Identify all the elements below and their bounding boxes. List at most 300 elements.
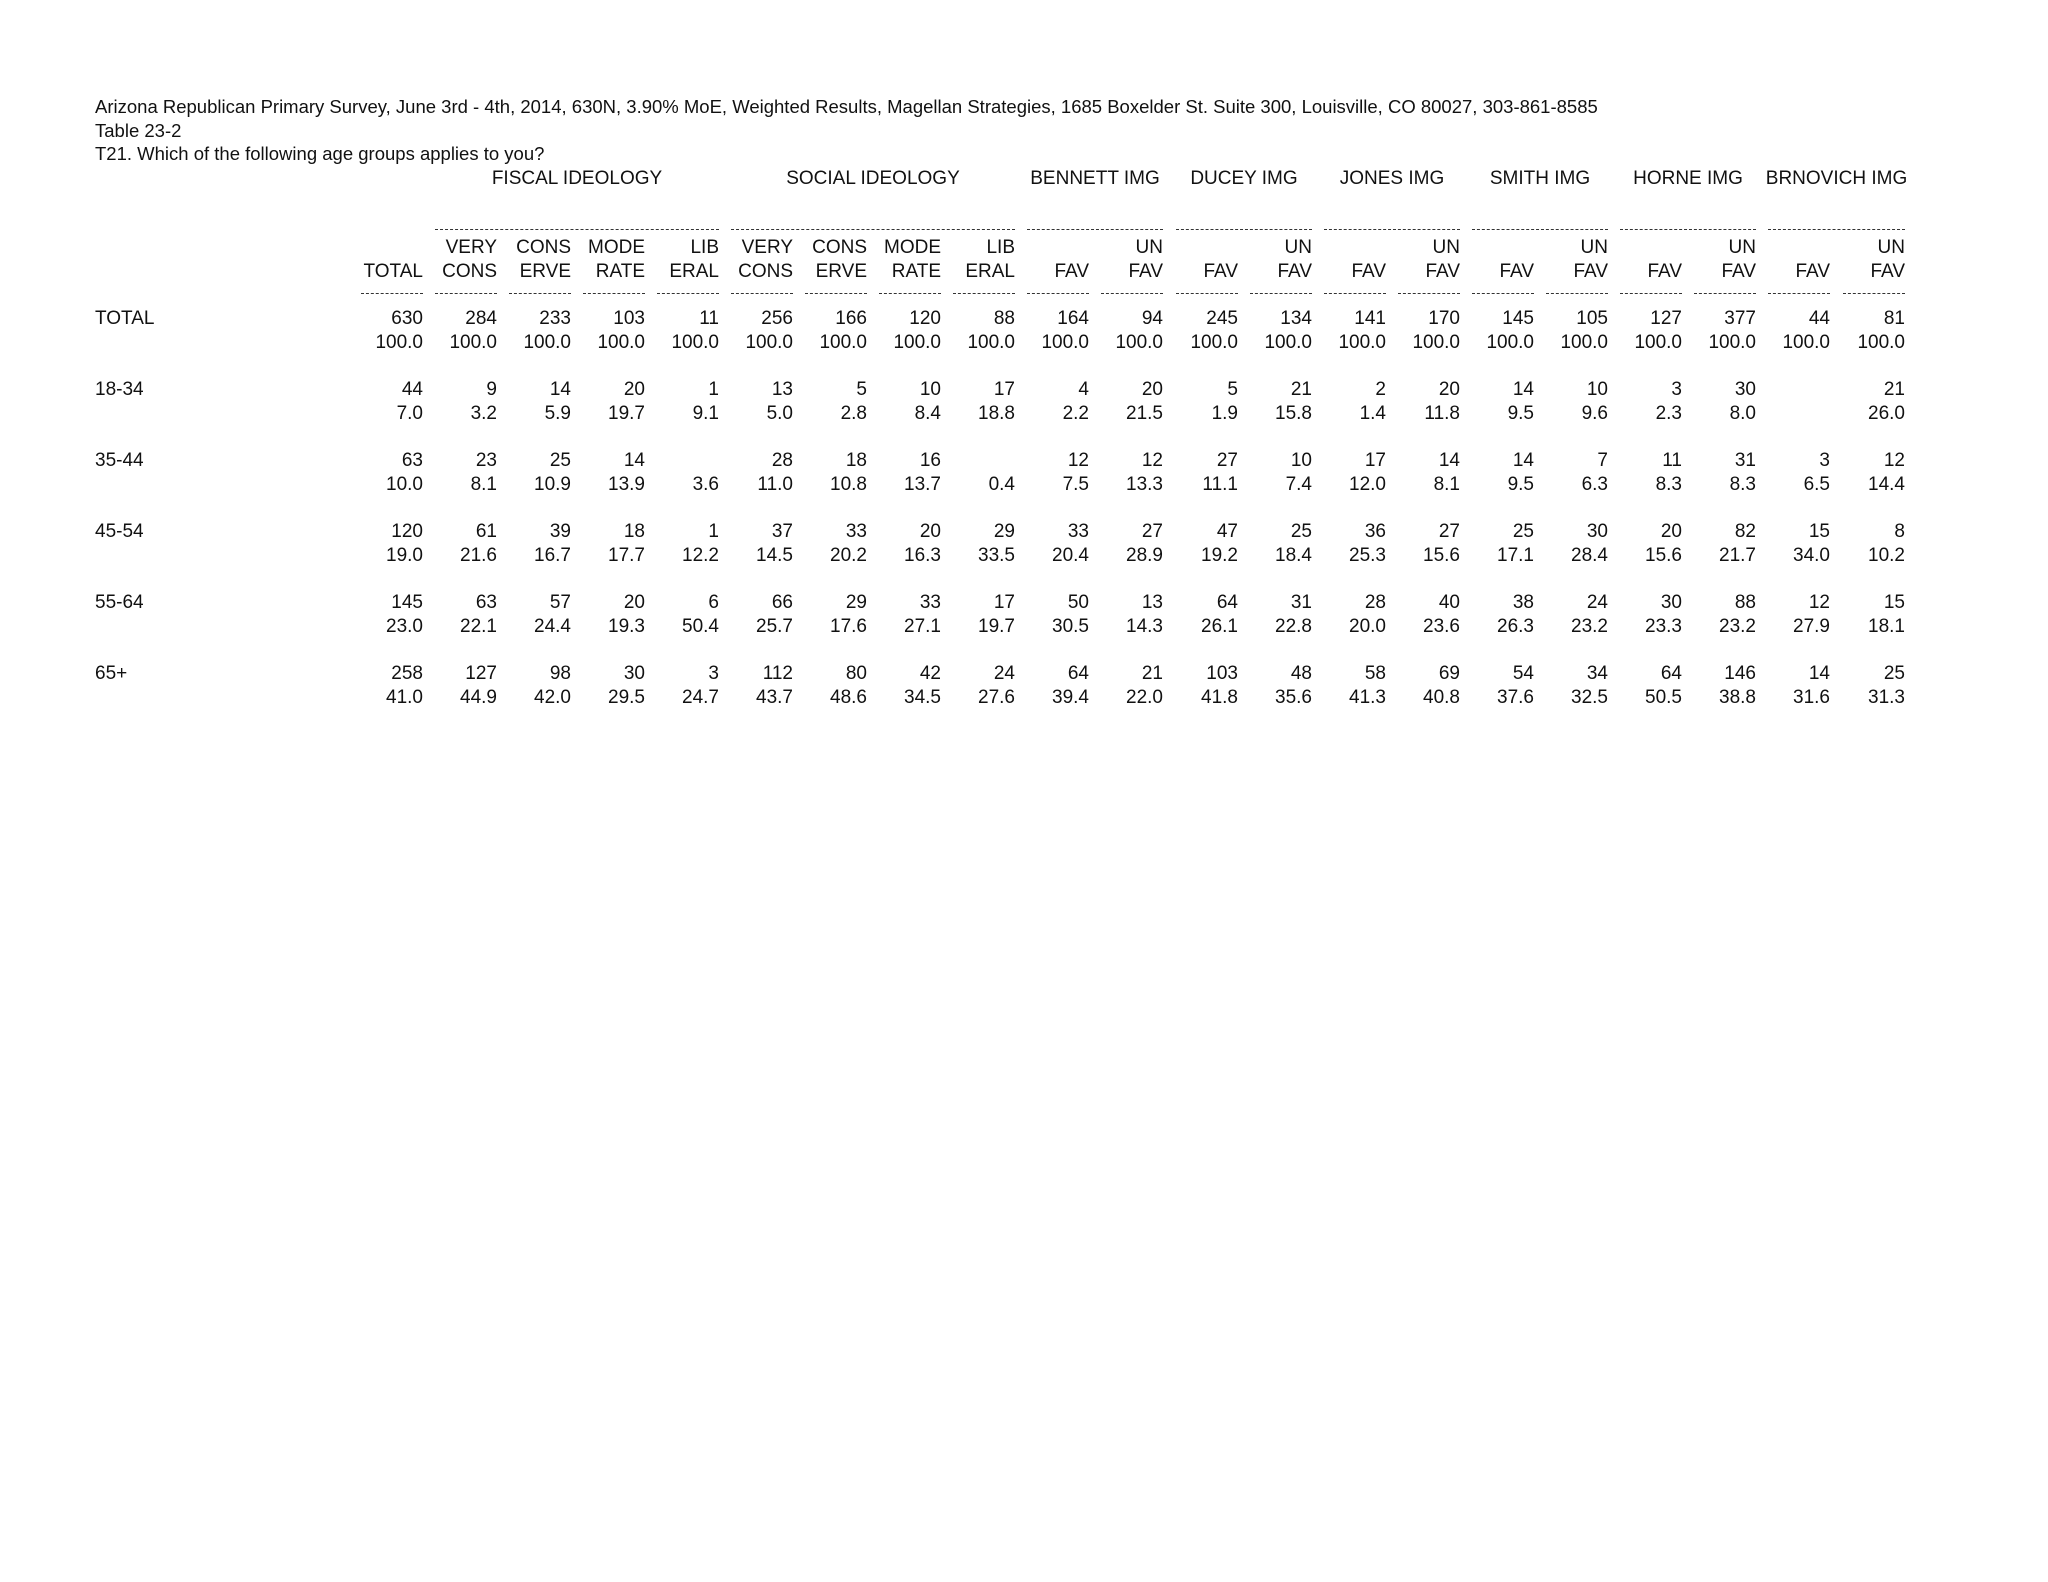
percent-cell: 26.0	[1868, 403, 1905, 424]
percent-cell: 9.5	[1507, 474, 1534, 495]
count-cell: 44	[401, 379, 423, 400]
column-underline	[361, 293, 423, 294]
count-cell: 112	[762, 663, 793, 684]
row-label: 18-34	[95, 379, 144, 400]
count-cell: 29	[993, 521, 1015, 542]
column-header-top: UN	[1580, 237, 1608, 258]
count-cell: 12	[1141, 450, 1163, 471]
group-underline	[731, 229, 1015, 230]
column-underline	[1250, 293, 1312, 294]
column-header-bottom: RATE	[891, 261, 941, 282]
count-cell: 2	[1375, 379, 1386, 400]
count-cell: 50	[1067, 592, 1089, 613]
column-header-bottom: FAV	[1647, 261, 1682, 282]
percent-cell: 10.0	[386, 474, 423, 495]
percent-cell: 17.6	[830, 616, 867, 637]
column-underline	[1398, 293, 1460, 294]
percent-cell: 100.0	[1190, 332, 1238, 353]
percent-cell: 14.5	[756, 545, 793, 566]
count-cell: 6	[708, 592, 719, 613]
column-underline	[1176, 293, 1238, 294]
percent-cell: 1.9	[1211, 403, 1238, 424]
count-cell: 14	[1512, 379, 1534, 400]
percent-cell: 7.0	[396, 403, 423, 424]
count-cell: 256	[761, 308, 793, 329]
percent-cell: 9.6	[1581, 403, 1608, 424]
column-header-bottom: FAV	[1054, 261, 1089, 282]
count-cell: 61	[475, 521, 497, 542]
percent-cell: 100.0	[1115, 332, 1163, 353]
survey-title: Arizona Republican Primary Survey, June 3rd - 4th, 2014, 630N, 3.90% MoE, Weighted Results, Magellan Strategies, 1685 Boxelder St. Suite 300, Louisville, CO 80027, 303-861-8585	[95, 96, 1598, 117]
count-cell: 120	[391, 521, 423, 542]
count-cell: 69	[1438, 663, 1460, 684]
count-cell: 64	[1660, 663, 1682, 684]
count-cell: 48	[1290, 663, 1312, 684]
percent-cell: 37.6	[1497, 687, 1534, 708]
percent-cell: 24.4	[534, 616, 571, 637]
count-cell: 166	[835, 308, 867, 329]
count-cell: 37	[771, 521, 793, 542]
percent-cell: 9.5	[1507, 403, 1534, 424]
row-label: 65+	[95, 663, 128, 684]
percent-cell: 8.3	[1655, 474, 1682, 495]
percent-cell: 13.7	[904, 474, 941, 495]
count-cell: 33	[1067, 521, 1089, 542]
count-cell: 23	[475, 450, 497, 471]
percent-cell: 3.6	[692, 474, 719, 495]
count-cell: 20	[623, 379, 645, 400]
count-cell: 54	[1512, 663, 1534, 684]
percent-cell: 100.0	[1041, 332, 1089, 353]
group-underline	[1472, 229, 1608, 230]
count-cell: 18	[623, 521, 645, 542]
percent-cell: 8.1	[1433, 474, 1460, 495]
percent-cell: 9.1	[692, 403, 719, 424]
count-cell: 30	[1660, 592, 1682, 613]
column-header-top: LIB	[986, 237, 1015, 258]
percent-cell: 50.5	[1645, 687, 1682, 708]
column-underline	[583, 293, 645, 294]
group-header: FISCAL IDEOLOGY	[491, 168, 663, 189]
count-cell: 5	[1227, 379, 1238, 400]
column-header-top: VERY	[741, 237, 793, 258]
row-label: 55-64	[95, 592, 144, 613]
percent-cell: 34.5	[904, 687, 941, 708]
percent-cell: 19.3	[608, 616, 645, 637]
percent-cell: 12.0	[1349, 474, 1386, 495]
percent-cell: 10.9	[534, 474, 571, 495]
count-cell: 14	[549, 379, 571, 400]
percent-cell: 100.0	[671, 332, 719, 353]
count-cell: 1	[708, 521, 719, 542]
count-cell: 15	[1883, 592, 1905, 613]
percent-cell: 15.8	[1275, 403, 1312, 424]
group-underline	[1620, 229, 1756, 230]
count-cell: 13	[1141, 592, 1163, 613]
column-header-bottom: FAV	[1795, 261, 1830, 282]
group-header: JONES IMG	[1339, 168, 1445, 189]
count-cell: 28	[1364, 592, 1386, 613]
count-cell: 80	[845, 663, 867, 684]
count-cell: 39	[549, 521, 571, 542]
count-cell: 31	[1290, 592, 1312, 613]
count-cell: 20	[1660, 521, 1682, 542]
percent-cell: 18.4	[1275, 545, 1312, 566]
count-cell: 145	[391, 592, 423, 613]
column-header-bottom: TOTAL	[363, 261, 423, 282]
count-cell: 12	[1883, 450, 1905, 471]
column-underline	[1324, 293, 1386, 294]
group-header: SOCIAL IDEOLOGY	[786, 168, 960, 189]
count-cell: 7	[1597, 450, 1608, 471]
percent-cell: 100.0	[819, 332, 867, 353]
count-cell: 44	[1808, 308, 1830, 329]
percent-cell: 11.0	[757, 474, 793, 495]
count-cell: 3	[1819, 450, 1830, 471]
column-header-bottom: CONS	[738, 261, 793, 282]
percent-cell: 19.7	[608, 403, 645, 424]
count-cell: 10	[919, 379, 941, 400]
count-cell: 10	[1290, 450, 1312, 471]
group-header: BRNOVICH IMG	[1765, 168, 1908, 189]
percent-cell: 21.6	[460, 545, 497, 566]
count-cell: 40	[1438, 592, 1460, 613]
percent-cell: 23.6	[1423, 616, 1460, 637]
percent-cell: 17.1	[1497, 545, 1534, 566]
count-cell: 36	[1364, 521, 1386, 542]
count-cell: 66	[771, 592, 793, 613]
percent-cell: 43.7	[756, 687, 793, 708]
column-underline	[805, 293, 867, 294]
column-underline	[435, 293, 497, 294]
percent-cell: 5.0	[766, 403, 793, 424]
percent-cell: 7.4	[1285, 474, 1312, 495]
count-cell: 15	[1808, 521, 1830, 542]
percent-cell: 100.0	[523, 332, 571, 353]
column-underline	[1101, 293, 1163, 294]
count-cell: 5	[856, 379, 867, 400]
percent-cell: 5.9	[544, 403, 571, 424]
count-cell: 28	[771, 450, 793, 471]
percent-cell: 16.7	[534, 545, 571, 566]
group-underline	[1176, 229, 1312, 230]
column-header-bottom: FAV	[1573, 261, 1608, 282]
column-header-top: LIB	[690, 237, 719, 258]
count-cell: 3	[708, 663, 719, 684]
column-header-bottom: RATE	[595, 261, 645, 282]
percent-cell: 100.0	[1782, 332, 1830, 353]
column-header-bottom: FAV	[1721, 261, 1756, 282]
count-cell: 233	[539, 308, 571, 329]
percent-cell: 13.3	[1126, 474, 1163, 495]
percent-cell: 8.4	[914, 403, 941, 424]
count-cell: 164	[1057, 308, 1089, 329]
count-cell: 63	[401, 450, 423, 471]
count-cell: 31	[1734, 450, 1756, 471]
percent-cell: 28.9	[1126, 545, 1163, 566]
percent-cell: 2.3	[1655, 403, 1682, 424]
count-cell: 58	[1364, 663, 1386, 684]
column-underline	[953, 293, 1015, 294]
column-header-bottom: FAV	[1499, 261, 1534, 282]
count-cell: 20	[623, 592, 645, 613]
percent-cell: 100.0	[1486, 332, 1534, 353]
column-underline	[1843, 293, 1905, 294]
count-cell: 64	[1216, 592, 1238, 613]
column-header-top: CONS	[812, 237, 867, 258]
column-underline	[731, 293, 793, 294]
percent-cell: 41.3	[1349, 687, 1386, 708]
count-cell: 25	[1290, 521, 1312, 542]
count-cell: 47	[1216, 521, 1238, 542]
percent-cell: 20.2	[830, 545, 867, 566]
percent-cell: 100.0	[1338, 332, 1386, 353]
count-cell: 14	[1808, 663, 1830, 684]
percent-cell: 8.0	[1729, 403, 1756, 424]
count-cell: 105	[1576, 308, 1608, 329]
percent-cell: 27.9	[1793, 616, 1830, 637]
percent-cell: 22.0	[1126, 687, 1163, 708]
percent-cell: 48.6	[830, 687, 867, 708]
count-cell: 94	[1141, 308, 1163, 329]
count-cell: 20	[1438, 379, 1460, 400]
percent-cell: 100.0	[893, 332, 941, 353]
count-cell: 377	[1724, 308, 1756, 329]
count-cell: 18	[845, 450, 867, 471]
percent-cell: 19.0	[386, 545, 423, 566]
count-cell: 14	[623, 450, 645, 471]
percent-cell: 34.0	[1793, 545, 1830, 566]
percent-cell: 6.5	[1803, 474, 1830, 495]
count-cell: 63	[475, 592, 497, 613]
count-cell: 25	[1883, 663, 1905, 684]
count-cell: 57	[549, 592, 571, 613]
percent-cell: 21.5	[1126, 403, 1163, 424]
column-underline	[509, 293, 571, 294]
group-header: BENNETT IMG	[1030, 168, 1160, 189]
column-header-bottom: FAV	[1203, 261, 1238, 282]
percent-cell: 11.1	[1202, 474, 1238, 495]
row-label: 45-54	[95, 521, 144, 542]
column-underline	[879, 293, 941, 294]
percent-cell: 100.0	[1412, 332, 1460, 353]
count-cell: 120	[909, 308, 941, 329]
percent-cell: 23.2	[1571, 616, 1608, 637]
percent-cell: 33.5	[978, 545, 1015, 566]
column-header-bottom: FAV	[1351, 261, 1386, 282]
percent-cell: 26.3	[1497, 616, 1534, 637]
count-cell: 38	[1512, 592, 1534, 613]
percent-cell: 19.7	[978, 616, 1015, 637]
group-header: SMITH IMG	[1489, 168, 1591, 189]
column-header-top: UN	[1432, 237, 1460, 258]
percent-cell: 38.8	[1719, 687, 1756, 708]
row-label: 35-44	[95, 450, 144, 471]
percent-cell: 3.2	[470, 403, 497, 424]
percent-cell: 100.0	[1634, 332, 1682, 353]
count-cell: 29	[845, 592, 867, 613]
percent-cell: 14.3	[1126, 616, 1163, 637]
count-cell: 145	[1502, 308, 1534, 329]
count-cell: 103	[613, 308, 645, 329]
percent-cell: 15.6	[1645, 545, 1682, 566]
percent-cell: 40.8	[1423, 687, 1460, 708]
percent-cell: 100.0	[449, 332, 497, 353]
count-cell: 98	[549, 663, 571, 684]
count-cell: 17	[1364, 450, 1386, 471]
percent-cell: 20.0	[1349, 616, 1386, 637]
percent-cell: 21.7	[1719, 545, 1756, 566]
count-cell: 21	[1290, 379, 1312, 400]
count-cell: 81	[1883, 308, 1905, 329]
column-header-bottom: ERVE	[815, 261, 867, 282]
percent-cell: 29.5	[608, 687, 645, 708]
percent-cell: 26.1	[1201, 616, 1238, 637]
column-underline	[1768, 293, 1830, 294]
column-underline	[1694, 293, 1756, 294]
count-cell: 20	[1141, 379, 1163, 400]
percent-cell: 100.0	[745, 332, 793, 353]
percent-cell: 22.8	[1275, 616, 1312, 637]
percent-cell: 20.4	[1052, 545, 1089, 566]
count-cell: 25	[549, 450, 571, 471]
column-header-bottom: ERAL	[965, 261, 1015, 282]
column-header-bottom: FAV	[1425, 261, 1460, 282]
percent-cell: 100.0	[597, 332, 645, 353]
count-cell: 27	[1141, 521, 1163, 542]
count-cell: 127	[465, 663, 497, 684]
count-cell: 33	[845, 521, 867, 542]
count-cell: 9	[486, 379, 497, 400]
count-cell: 3	[1671, 379, 1682, 400]
count-cell: 88	[1734, 592, 1756, 613]
count-cell: 25	[1512, 521, 1534, 542]
group-header: DUCEY IMG	[1190, 168, 1298, 189]
percent-cell: 2.2	[1062, 403, 1089, 424]
percent-cell: 18.1	[1868, 616, 1905, 637]
count-cell: 14	[1438, 450, 1460, 471]
percent-cell: 23.3	[1645, 616, 1682, 637]
column-header-top: UN	[1877, 237, 1905, 258]
count-cell: 127	[1650, 308, 1682, 329]
count-cell: 34	[1586, 663, 1608, 684]
count-cell: 82	[1734, 521, 1756, 542]
count-cell: 103	[1206, 663, 1238, 684]
count-cell: 88	[993, 308, 1015, 329]
percent-cell: 25.7	[756, 616, 793, 637]
percent-cell: 27.6	[978, 687, 1015, 708]
percent-cell: 25.3	[1349, 545, 1386, 566]
percent-cell: 35.6	[1275, 687, 1312, 708]
percent-cell: 7.5	[1062, 474, 1089, 495]
count-cell: 24	[1586, 592, 1608, 613]
column-header-top: UN	[1728, 237, 1756, 258]
count-cell: 17	[993, 592, 1015, 613]
count-cell: 30	[1734, 379, 1756, 400]
group-header: HORNE IMG	[1633, 168, 1743, 189]
count-cell: 141	[1354, 308, 1386, 329]
group-underline	[1324, 229, 1460, 230]
percent-cell: 0.4	[988, 474, 1015, 495]
count-cell: 11	[1662, 450, 1682, 471]
percent-cell: 100.0	[1264, 332, 1312, 353]
percent-cell: 32.5	[1571, 687, 1608, 708]
percent-cell: 8.1	[470, 474, 497, 495]
column-header-top: MODE	[588, 237, 645, 258]
count-cell: 21	[1141, 663, 1163, 684]
count-cell: 33	[919, 592, 941, 613]
count-cell: 170	[1428, 308, 1460, 329]
count-cell: 4	[1078, 379, 1089, 400]
count-cell: 42	[919, 663, 941, 684]
group-underline	[435, 229, 719, 230]
percent-cell: 41.0	[386, 687, 423, 708]
count-cell: 17	[993, 379, 1015, 400]
percent-cell: 28.4	[1571, 545, 1608, 566]
column-underline	[1620, 293, 1682, 294]
column-header-top: VERY	[445, 237, 497, 258]
group-underline	[1768, 229, 1905, 230]
percent-cell: 2.8	[840, 403, 867, 424]
percent-cell: 30.5	[1052, 616, 1089, 637]
count-cell: 11	[699, 308, 719, 329]
percent-cell: 23.2	[1719, 616, 1756, 637]
percent-cell: 100.0	[1560, 332, 1608, 353]
percent-cell: 8.3	[1729, 474, 1756, 495]
percent-cell: 6.3	[1581, 474, 1608, 495]
count-cell: 30	[1586, 521, 1608, 542]
count-cell: 134	[1280, 308, 1312, 329]
count-cell: 27	[1216, 450, 1238, 471]
column-underline	[1472, 293, 1534, 294]
percent-cell: 16.3	[904, 545, 941, 566]
percent-cell: 24.7	[682, 687, 719, 708]
percent-cell: 14.4	[1868, 474, 1905, 495]
percent-cell: 15.6	[1423, 545, 1460, 566]
percent-cell: 39.4	[1052, 687, 1089, 708]
row-label: TOTAL	[95, 308, 155, 329]
percent-cell: 10.8	[830, 474, 867, 495]
column-header-bottom: FAV	[1870, 261, 1905, 282]
column-header-bottom: FAV	[1128, 261, 1163, 282]
count-cell: 284	[465, 308, 497, 329]
percent-cell: 41.8	[1201, 687, 1238, 708]
percent-cell: 18.8	[978, 403, 1015, 424]
count-cell: 21	[1883, 379, 1905, 400]
percent-cell: 22.1	[460, 616, 497, 637]
count-cell: 20	[919, 521, 941, 542]
count-cell: 30	[623, 663, 645, 684]
count-cell: 630	[391, 308, 423, 329]
count-cell: 14	[1512, 450, 1534, 471]
count-cell: 10	[1586, 379, 1608, 400]
count-cell: 1	[708, 379, 719, 400]
percent-cell: 12.2	[682, 545, 719, 566]
percent-cell: 10.2	[1868, 545, 1905, 566]
percent-cell: 13.9	[608, 474, 645, 495]
table-number: Table 23-2	[95, 120, 182, 141]
count-cell: 24	[993, 663, 1015, 684]
percent-cell: 17.7	[608, 545, 645, 566]
count-cell: 245	[1206, 308, 1238, 329]
count-cell: 146	[1724, 663, 1756, 684]
column-header-top: UN	[1284, 237, 1312, 258]
column-header-top: MODE	[884, 237, 941, 258]
count-cell: 27	[1438, 521, 1460, 542]
percent-cell: 50.4	[682, 616, 719, 637]
percent-cell: 100.0	[1708, 332, 1756, 353]
count-cell: 64	[1067, 663, 1089, 684]
